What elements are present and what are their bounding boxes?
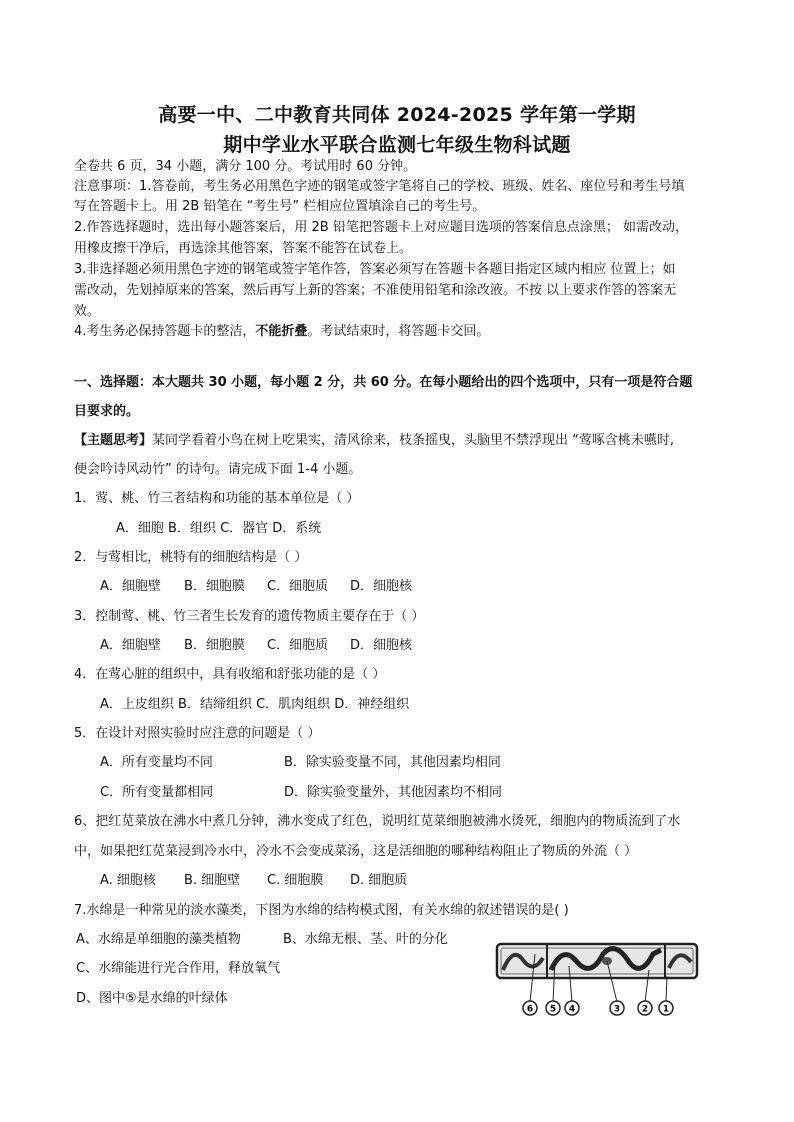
q7-option-b: B、水绵无根、茎、叶的分化 bbox=[283, 932, 448, 947]
theme-label: 【主题思考】 bbox=[74, 433, 153, 448]
theme-text: 某同学看着小鸟在树上吃果实，清风徐来，枝条摇曳，头脑里不禁浮现出 “莺啄含桃未嚥时, bbox=[152, 433, 675, 448]
q3-stem: 3．控制莺、桃、竹三者生长发育的遗传物质主要存在于（ ） bbox=[74, 609, 425, 624]
q4-options: A．上皮组织 B．结缔组织 C．肌肉组织 D．神经组织 bbox=[100, 697, 410, 712]
q7-stem: 7.水绵是一种常见的淡水藻类，下图为水绵的结构模式图，有关水绵的叙述错误的是( ) bbox=[74, 903, 569, 918]
q3-option-b: B．细胞膜 bbox=[184, 638, 245, 653]
section1-heading-line1: 一、选择题：本大题共 30 小题，每小题 2 分，共 60 分。在每小题给出的四个选项中，只有一项是符合题 bbox=[74, 375, 693, 390]
exam-info: 全卷共 6 页，34 小题，满分 100 分。考试用时 60 分钟。 bbox=[74, 159, 417, 174]
label-2 bbox=[638, 1001, 652, 1015]
q3-option-a: A．细胞壁 bbox=[100, 638, 161, 653]
note2-line2: 用橡皮擦干净后，再选涂其他答案，答案不能答在试卷上。 bbox=[74, 241, 413, 256]
q5-option-b: B．除实验变量不同，其他因素均相同 bbox=[284, 755, 501, 770]
q3-option-d: D．细胞核 bbox=[350, 638, 413, 653]
svg-text:1: 1 bbox=[662, 1004, 670, 1015]
q1-options: A．细胞 B．组织 C．器官 D．系统 bbox=[116, 521, 322, 536]
q3-option-c: C．细胞质 bbox=[267, 638, 329, 653]
note4-post: 。考试结束时，将答题卡交回。 bbox=[307, 324, 490, 339]
q5-stem: 5．在设计对照实验时应注意的问题是（ ） bbox=[74, 726, 321, 741]
exam-title-line2: 期中学业水平联合监测七年级生物科试题 bbox=[223, 134, 571, 156]
label-6 bbox=[523, 1001, 537, 1015]
note4 bbox=[74, 322, 724, 342]
theme-line2: 便会吟诗风动竹” 的诗句。请完成下面 1-4 小题。 bbox=[74, 462, 362, 477]
leader-line bbox=[666, 976, 667, 1002]
section1-heading-line2: 目要求的。 bbox=[74, 404, 140, 419]
q7-option-a: A、水绵是单细胞的藻类植物 bbox=[76, 932, 241, 947]
note1-line1: 注意事项：1.答卷前，考生务必用黑色字迹的钢笔或签字笔将自己的学校、班级、姓名、座位号和考生号填 bbox=[74, 179, 685, 194]
note3-line1: 3.非选择题必须用黑色字迹的钢笔或签字笔作答，答案必须写在答题卡各题目指定区域内相应 位置上；如 bbox=[74, 262, 676, 277]
q6-option-b: B. 细胞壁 bbox=[184, 873, 241, 888]
q2-option-b: B．细胞膜 bbox=[184, 579, 245, 594]
q7-option-d: D、图中⑤是水绵的叶绿体 bbox=[76, 991, 228, 1006]
q6-stem-line2: 中，如果把红苋菜浸到冷水中，冷水不会变成菜汤，这是活细胞的哪种结构阻止了物质的外流（ ） bbox=[74, 844, 638, 859]
q5-option-c: C．所有变量都相同 bbox=[100, 785, 214, 800]
q6-option-c: C. 细胞膜 bbox=[267, 873, 324, 888]
svg-text:6: 6 bbox=[526, 1004, 534, 1015]
theme-line1 bbox=[74, 431, 724, 451]
q1-stem: 1．莺、桃、竹三者结构和功能的基本单位是（ ） bbox=[74, 491, 360, 506]
note3-line2: 需改动，先划掉原来的答案，然后再写上新的答案；不准使用铅笔和涂改液。不按 以上要求作答的答案无 bbox=[74, 283, 677, 298]
q5-option-a: A．所有变量均不同 bbox=[100, 755, 213, 770]
svg-text:5: 5 bbox=[549, 1004, 557, 1015]
q6-option-d: D. 细胞质 bbox=[350, 873, 408, 888]
q2-option-c: C．细胞质 bbox=[267, 579, 329, 594]
q7-option-c: C、水绵能进行光合作用，释放氧气 bbox=[76, 961, 281, 976]
svg-text:3: 3 bbox=[613, 1004, 621, 1015]
note4-bold: 不能折叠 bbox=[255, 324, 308, 339]
label-1 bbox=[659, 1001, 673, 1015]
note2-line1: 2.作答选择题时，选出每小题答案后，用 2B 铅笔把答题卡上对应题目选项的答案信息点涂黑； 如需改动， bbox=[74, 220, 688, 235]
label-3 bbox=[610, 1001, 624, 1015]
label-5 bbox=[546, 1001, 560, 1015]
q6-stem-line1: 6、把红苋菜放在沸水中煮几分钟，沸水变成了红色，说明红苋菜细胞被沸水烫死，细胞内的物质流到了水 bbox=[74, 814, 681, 829]
q4-stem: 4．在莺心脏的组织中，具有收缩和舒张功能的是（ ） bbox=[74, 667, 386, 682]
note1-line2: 写在答题卡上。用 2B 铅笔在 “考生号” 栏相应位置填涂自己的考生号。 bbox=[74, 199, 486, 214]
q2-stem: 2．与莺相比，桃特有的细胞结构是（ ） bbox=[74, 550, 308, 565]
svg-text:2: 2 bbox=[641, 1004, 649, 1015]
q6-option-a: A. 细胞核 bbox=[100, 873, 156, 888]
label-4 bbox=[565, 1001, 579, 1015]
note4-pre: 4.考生务必保持答题卡的整洁， bbox=[74, 324, 256, 339]
svg-text:4: 4 bbox=[568, 1004, 576, 1015]
spirogyra-diagram bbox=[495, 940, 705, 1020]
q5-option-d: D．除实验变量外，其他因素均不相同 bbox=[284, 785, 503, 800]
exam-title-line1: 高要一中、二中教育共同体 2024-2025 学年第一学期 bbox=[158, 104, 636, 126]
q2-option-d: D．细胞核 bbox=[350, 579, 413, 594]
note3-line3: 效。 bbox=[74, 304, 101, 319]
q2-option-a: A．细胞壁 bbox=[100, 579, 161, 594]
